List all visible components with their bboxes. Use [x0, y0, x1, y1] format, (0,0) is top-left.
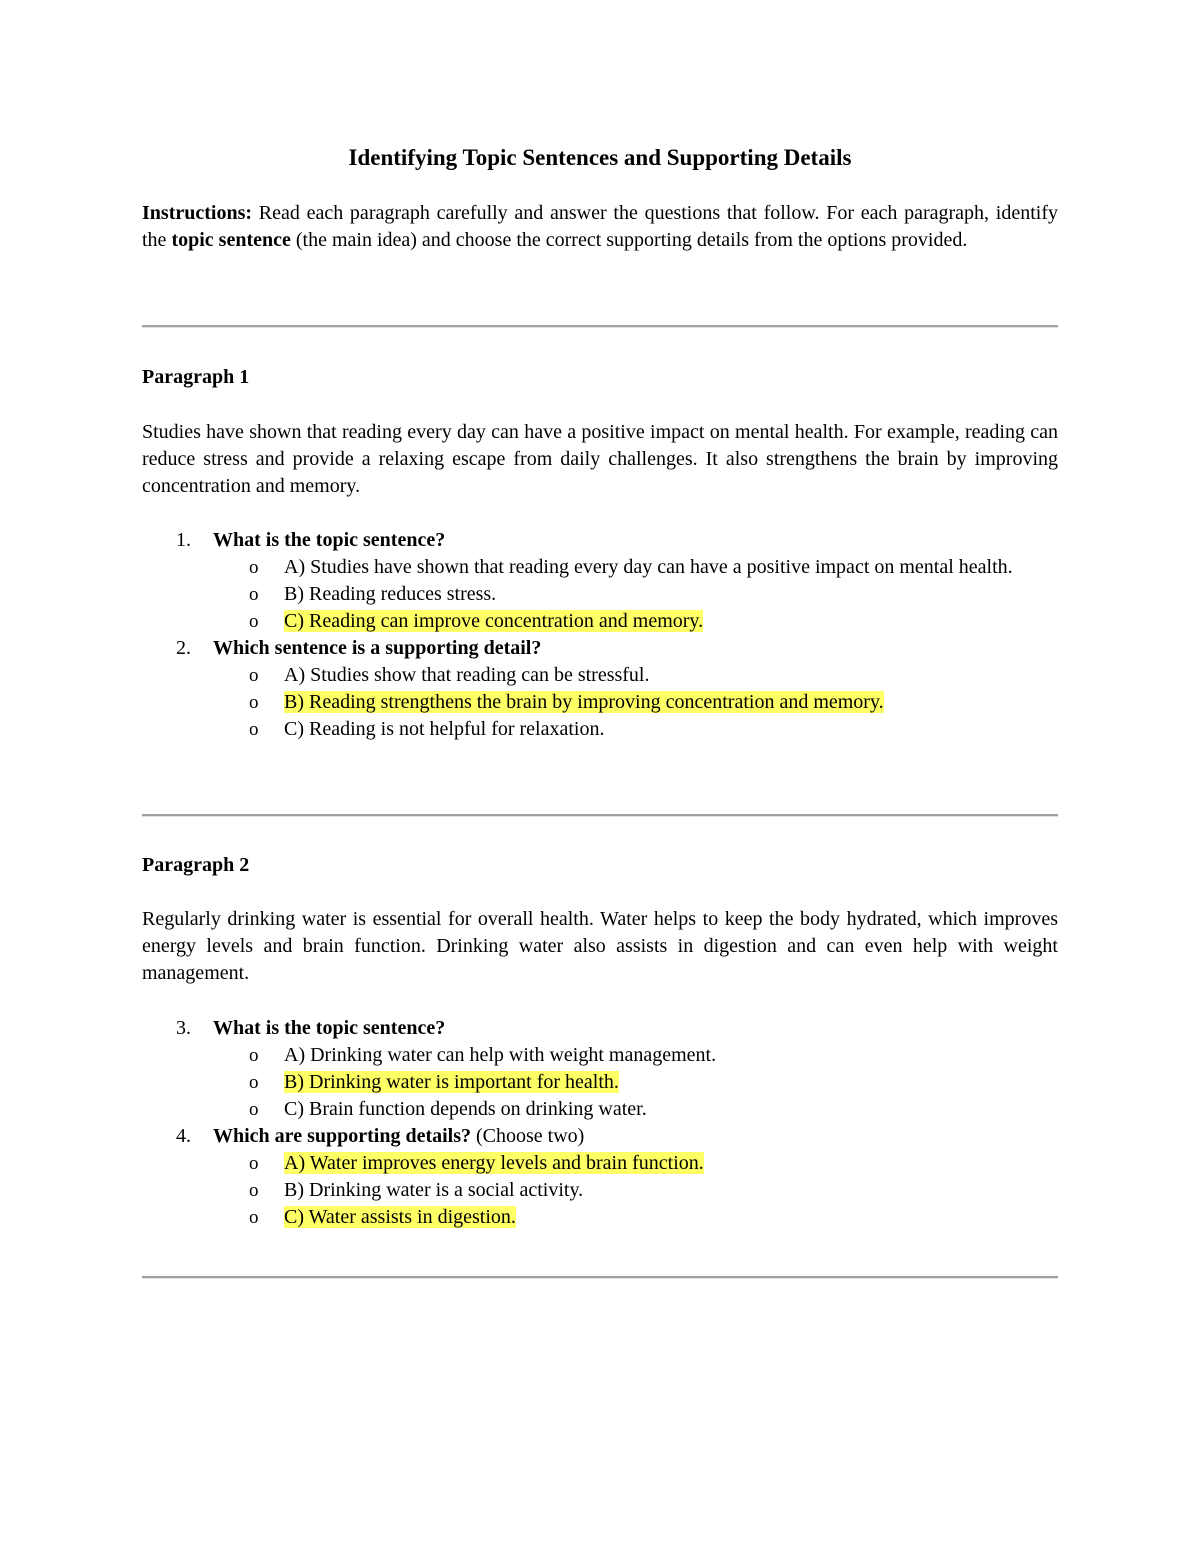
bullet-icon: o: [249, 1072, 259, 1093]
option-list: [213, 662, 1058, 743]
question-text: What is the topic sentence?: [213, 529, 446, 551]
bullet-icon: o: [249, 692, 259, 713]
option: [142, 581, 1058, 608]
question-number: 4.: [176, 1125, 191, 1147]
option: [142, 716, 1058, 743]
highlighted-answer: C) Water assists in digestion.: [284, 1206, 516, 1228]
bullet-icon: o: [249, 611, 259, 632]
option-text: B) Drinking water is a social activity.: [284, 1179, 584, 1201]
option-text: A) Drinking water can help with weight management.: [284, 1044, 717, 1066]
option-text: B) Reading reduces stress.: [284, 583, 497, 605]
question: [142, 527, 1058, 635]
bullet-icon: o: [249, 1099, 259, 1120]
paragraph-text: Regularly drinking water is essential for overall health. Water helps to keep the body hydrated, which improves energy levels and brain function. Drinking water also assists in digestion and can even help with weight management.: [142, 908, 1058, 984]
paragraph-text: Studies have shown that reading every day can have a positive impact on mental health. For example, reading can reduce stress and provide a relaxing escape from daily challenges. It also strengthens the brain by improving concentration and memory.: [142, 421, 1058, 497]
option: [142, 608, 1058, 635]
option-text: A) Studies show that reading can be stressful.: [284, 664, 650, 686]
instructions-text-2: (the main idea) and choose the correct supporting details from the options provided.: [290, 229, 968, 251]
option: [142, 662, 1058, 689]
divider: [142, 814, 1058, 817]
question-list: [142, 527, 1058, 743]
question: [142, 1015, 1058, 1123]
option-text: A) Studies have shown that reading every day can have a positive impact on mental health.: [284, 556, 1013, 578]
bullet-icon: o: [249, 557, 259, 578]
paragraph-heading: Paragraph 1: [142, 366, 250, 388]
option-list: [213, 1042, 1058, 1123]
bullet-icon: o: [249, 1207, 259, 1228]
divider: [142, 325, 1058, 328]
instructions-bold-term: topic sentence: [171, 229, 291, 251]
question-text: Which sentence is a supporting detail?: [213, 637, 542, 659]
bullet-icon: o: [249, 719, 259, 740]
option-text: C) Reading is not helpful for relaxation.: [284, 718, 605, 740]
question-number: 3.: [176, 1017, 191, 1039]
option: [142, 1204, 1058, 1231]
instructions-text-1: Read each paragraph carefully and answer the questions that follow. For each paragraph, identify the: [142, 202, 1058, 251]
highlighted-answer: C) Reading can improve concentration and memory.: [284, 610, 704, 632]
option: [142, 1096, 1058, 1123]
instructions-label: Instructions:: [142, 202, 253, 224]
option: [142, 1150, 1058, 1177]
option-text: C) Brain function depends on drinking water.: [284, 1098, 647, 1120]
option-list: [213, 1150, 1058, 1231]
instructions: [142, 200, 1058, 254]
question-number: 2.: [176, 637, 191, 659]
highlighted-answer: B) Reading strengthens the brain by improving concentration and memory.: [284, 691, 884, 713]
question: [142, 1123, 1058, 1231]
bullet-icon: o: [249, 1153, 259, 1174]
question-list: [142, 1015, 1058, 1231]
option: [142, 1177, 1058, 1204]
highlighted-answer: A) Water improves energy levels and brain function.: [284, 1152, 704, 1174]
highlighted-answer: B) Drinking water is important for health.: [284, 1071, 619, 1093]
divider: [142, 1276, 1058, 1279]
option-list: [213, 554, 1058, 635]
question-note: (Choose two): [471, 1125, 585, 1147]
question: [142, 635, 1058, 743]
page-title: Identifying Topic Sentences and Supporting Details: [348, 145, 852, 170]
option: [142, 1042, 1058, 1069]
bullet-icon: o: [249, 584, 259, 605]
question-number: 1.: [176, 529, 191, 551]
paragraph-heading: Paragraph 2: [142, 854, 250, 876]
question-text: Which are supporting details?: [213, 1125, 471, 1147]
question-text: What is the topic sentence?: [213, 1017, 446, 1039]
option: [142, 689, 1058, 716]
bullet-icon: o: [249, 1045, 259, 1066]
bullet-icon: o: [249, 665, 259, 686]
option: [142, 554, 1058, 581]
option: [142, 1069, 1058, 1096]
bullet-icon: o: [249, 1180, 259, 1201]
